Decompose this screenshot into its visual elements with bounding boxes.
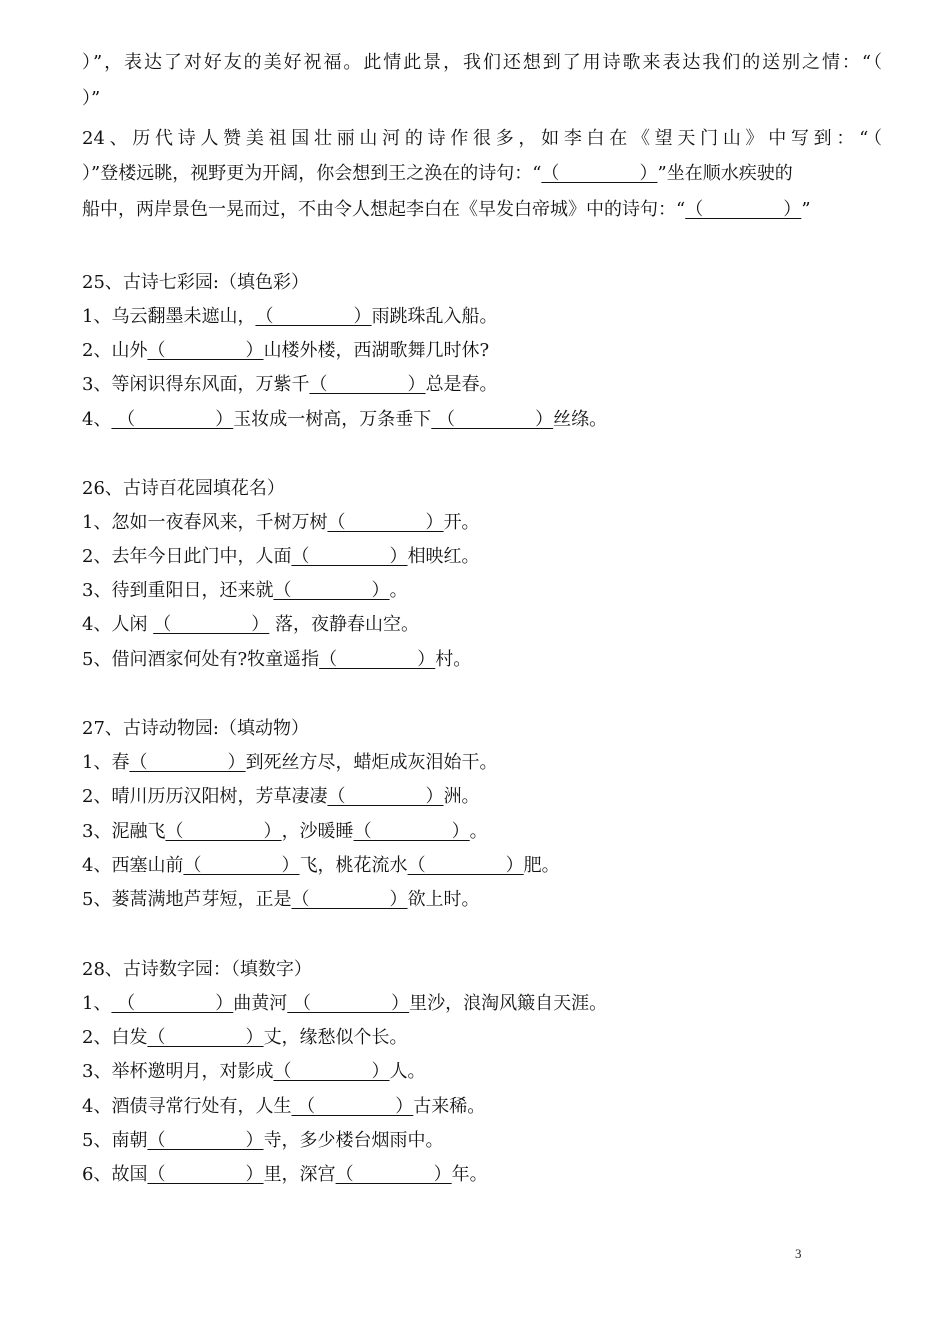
q27-item (82, 782, 882, 812)
text: 村。 (435, 649, 472, 670)
text: 欲上时。 (407, 889, 480, 910)
q28-item (82, 989, 882, 1019)
q26-item (82, 542, 882, 572)
q27-item (82, 885, 882, 915)
text: 山楼外楼，西湖歌舞几时休? (263, 340, 490, 361)
answer-blank[interactable]: （ ） (353, 821, 470, 842)
q26-item (82, 508, 882, 538)
text: 3、举杯邀明月，对影成 (82, 1061, 274, 1082)
text: 开。 (443, 512, 480, 533)
text: 6、故国 (82, 1164, 148, 1185)
text: 5、蒌蒿满地芦芽短，正是 (82, 889, 292, 910)
text: 1、忽如一夜春风来，千树万树 (82, 512, 328, 533)
answer-blank[interactable]: （ ） (291, 1096, 414, 1117)
answer-blank[interactable]: （ ） (255, 306, 372, 327)
q27-item (82, 817, 882, 847)
text: 。 (469, 821, 488, 842)
text: 4、人闲 (82, 614, 154, 635)
text: 古来稀。 (413, 1096, 486, 1117)
text: 肥。 (523, 855, 560, 876)
text: 曲黄河 (233, 993, 288, 1014)
q25-item (82, 405, 882, 435)
text: 飞，桃花流水 (299, 855, 408, 876)
text: 2、去年今日此门中，人面 (82, 546, 292, 567)
text: 4、西塞山前 (82, 855, 184, 876)
q26-title: 26、古诗百花园填花名） (82, 478, 285, 499)
q24-line-2 (82, 159, 882, 189)
text: 2、晴川历历汉阳树，芳草凄凄 (82, 786, 328, 807)
text: 雨跳珠乱入船。 (371, 306, 498, 327)
answer-blank[interactable]: （ ） (183, 855, 300, 876)
answer-blank[interactable]: （ ） (111, 409, 234, 430)
q27-title: 27、古诗动物园:（填动物） (82, 718, 309, 739)
answer-blank[interactable]: （ ） (407, 855, 524, 876)
text: 2、白发 (82, 1027, 148, 1048)
answer-blank[interactable]: （ ） (111, 993, 234, 1014)
q28-item (82, 1160, 882, 1190)
text: 里沙，浪淘风簸自天涯。 (409, 993, 608, 1014)
text: 3、等闲识得东风面，万紫千 (82, 374, 310, 395)
text: 到死丝方尽，蜡炬成灰泪始干。 (245, 752, 498, 773)
answer-blank[interactable]: （ ） (309, 374, 426, 395)
text: 相映红。 (407, 546, 480, 567)
text: 5、借问酒家何处有?牧童遥指 (82, 649, 320, 670)
answer-blank[interactable]: （ ） (327, 512, 444, 533)
answer-blank[interactable]: （ ） (153, 614, 270, 635)
answer-blank[interactable]: （ ） (273, 1061, 390, 1082)
text: 4、 (82, 409, 112, 430)
text: 3、待到重阳日，还来就 (82, 580, 274, 601)
text: 1、 (82, 993, 112, 1014)
text: ，沙暖睡 (281, 821, 354, 842)
text: 1、春 (82, 752, 130, 773)
text: 玉妆成一树高，万条垂下 (233, 409, 432, 430)
text: 5、南朝 (82, 1130, 148, 1151)
text: 。 (389, 580, 408, 601)
text: 寺，多少楼台烟雨中。 (263, 1130, 444, 1151)
q24-line-1: 24、历代诗人赞美祖国壮丽山河的诗作很多，如李白在《望天门山》中写到：“（ (82, 128, 882, 149)
q26-item (82, 645, 882, 675)
q28-title: 28、古诗数字园：（填数字） (82, 959, 312, 980)
q28-item (82, 1092, 882, 1122)
q25-item (82, 336, 882, 366)
text: 1、乌云翻墨未遮山， (82, 306, 256, 327)
answer-blank[interactable]: （ ） (273, 580, 390, 601)
answer-blank[interactable]: （ ） (541, 163, 658, 184)
answer-blank[interactable]: （ ） (431, 409, 554, 430)
answer-blank[interactable]: （ ） (685, 199, 802, 220)
q27-item (82, 851, 882, 881)
answer-blank[interactable]: （ ） (287, 993, 410, 1014)
answer-blank[interactable]: （ ） (319, 649, 436, 670)
q28-item (82, 1023, 882, 1053)
answer-blank[interactable]: （ ） (147, 1027, 264, 1048)
q25-item (82, 302, 882, 332)
intro-line-1: ）”，表达了对好友的美好祝福。此情此景，我们还想到了用诗歌来表达我们的送别之情：“（ (82, 52, 882, 73)
q25-item (82, 370, 882, 400)
text: 船中，两岸景色一晃而过，不由令人想起李白在《早发白帝城》中的诗句：“ (82, 199, 686, 220)
text: 2、山外 (82, 340, 148, 361)
text: 落，夜静春山空。 (269, 614, 420, 635)
answer-blank[interactable]: （ ） (147, 1130, 264, 1151)
text: ”坐在顺水疾驶的 (657, 163, 793, 184)
intro-line-2: ）” (82, 88, 101, 109)
answer-blank[interactable]: （ ） (291, 546, 408, 567)
answer-blank[interactable]: （ ） (327, 786, 444, 807)
q26-item (82, 576, 882, 606)
q27-item (82, 748, 882, 778)
page-number: 3 (795, 1246, 802, 1261)
answer-blank[interactable]: （ ） (147, 340, 264, 361)
text: 总是春。 (425, 374, 498, 395)
q28-item (82, 1057, 882, 1087)
text: 年。 (451, 1164, 488, 1185)
text: 洲。 (443, 786, 480, 807)
q24-line-3 (82, 195, 882, 225)
text: ）”登楼远眺，视野更为开阔，你会想到王之涣在的诗句：“ (82, 163, 542, 184)
text: 丈，缘愁似个长。 (263, 1027, 408, 1048)
text: 4、酒债寻常行处有，人生 (82, 1096, 292, 1117)
text: 里，深宫 (263, 1164, 336, 1185)
answer-blank[interactable]: （ ） (335, 1164, 452, 1185)
q26-item (82, 610, 882, 640)
text: ” (801, 199, 811, 220)
text: 丝绦。 (553, 409, 608, 430)
q28-item (82, 1126, 882, 1156)
answer-blank[interactable]: （ ） (129, 752, 246, 773)
text: 人。 (389, 1061, 426, 1082)
answer-blank[interactable]: （ ） (291, 889, 408, 910)
answer-blank[interactable]: （ ） (147, 1164, 264, 1185)
q25-title: 25、古诗七彩园:（填色彩） (82, 272, 309, 293)
answer-blank[interactable]: （ ） (165, 821, 282, 842)
text: 3、泥融飞 (82, 821, 166, 842)
